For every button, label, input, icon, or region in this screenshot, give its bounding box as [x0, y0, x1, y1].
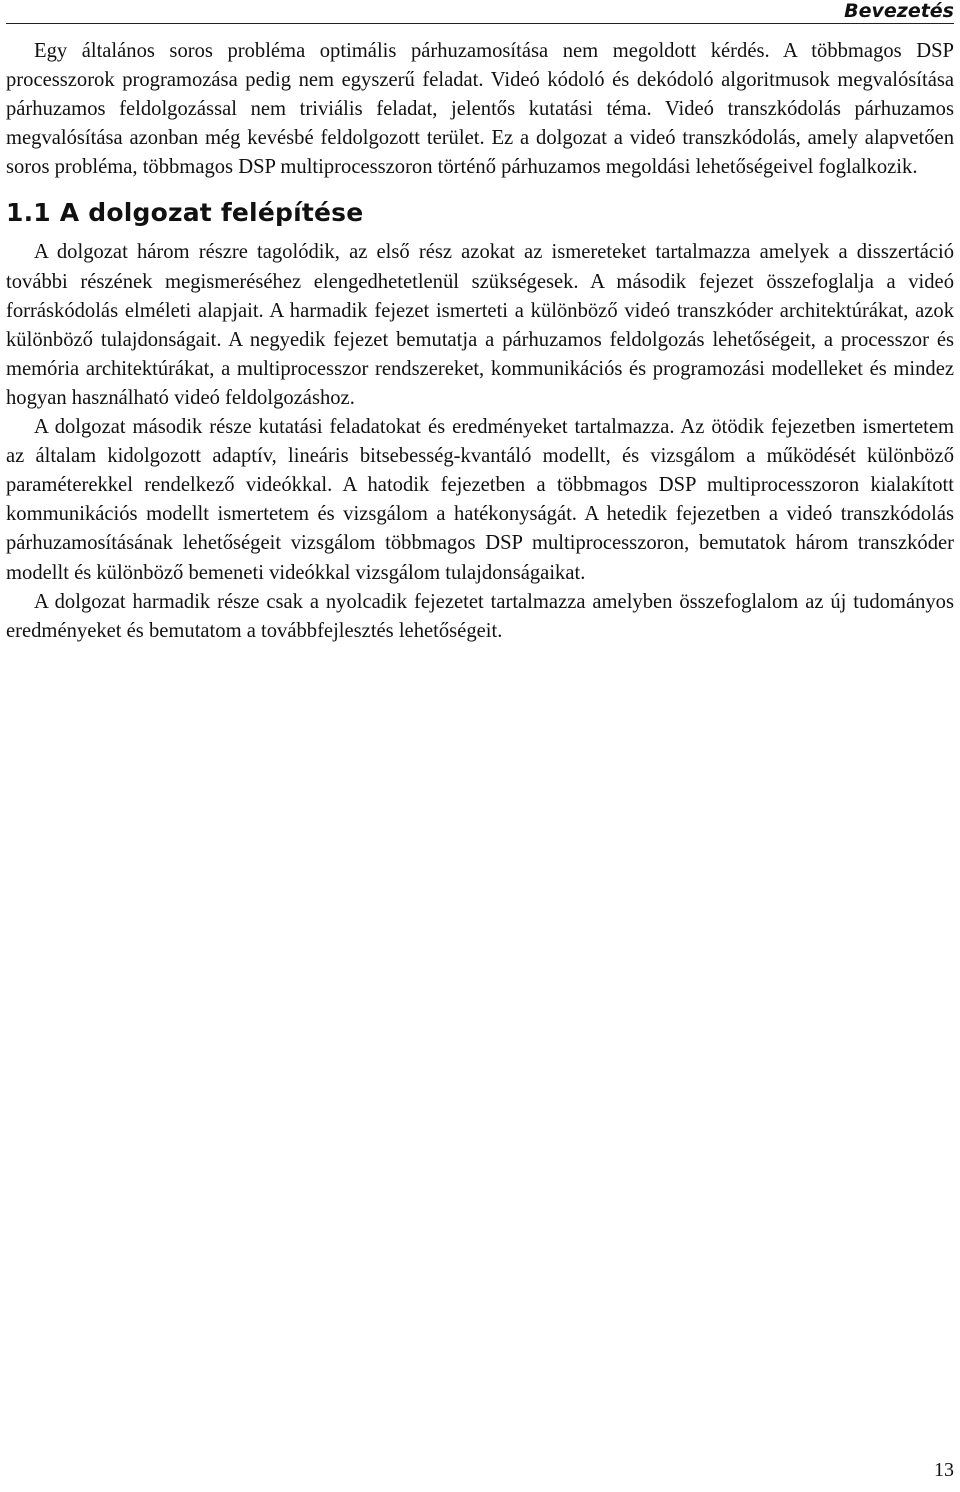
running-header	[6, 0, 954, 24]
page-content	[6, 37, 954, 646]
page-number: 13	[934, 1459, 954, 1481]
body-paragraph-research: A dolgozat második része kutatási feladatokat és eredményeket tartalmazza. Az ötödik fejezetben ismertetem az általam kidolgozott adaptív, lineáris bitsebesség-kvantáló modellt, és vizsgálom a működését különböző paraméterekkel rendelkező videókkal. A hatodik fejezetben a többmagos DSP multiprocesszoron kialakított kommunikációs modellt ismertetem és vizsgálom a hatékonyságát. A hetedik fejezetben a videó transzkódolás párhuzamosításának lehetőségeit vizsgálom többmagos DSP multiprocesszoron, bemutatok három transzkóder modellt és különböző bemeneti videókkal vizsgálom tulajdonságaikat.	[6, 416, 954, 584]
body-paragraph-summary: A dolgozat harmadik része csak a nyolcadik fejezetet tartalmazza amelyben összefoglalom az új tudományos eredményeket és bemutatom a továbbfejlesztés lehetőségeit.	[6, 590, 954, 642]
intro-paragraph: Egy általános soros probléma optimális párhuzamosítása nem megoldott kérdés. A többmagos DSP processzorok programozása pedig nem egyszerű feladat. Videó kódoló és dekódoló algoritmusok megvalósítása párhuzamos feldolgozással nem triviális feladat, jelentős kutatási téma. Videó transzkódolás párhuzamos megvalósítása azonban még kevésbé feldolgozott terület. Ez a dolgozat a videó transzkódolás, amely alapvetően soros probléma, többmagos DSP multiprocesszoron történő párhuzamos megoldási lehetőségeivel foglalkozik.	[6, 40, 954, 179]
section-heading: 1.1 A dolgozat felépítése	[6, 198, 364, 228]
body-paragraph-structure: A dolgozat három részre tagolódik, az első rész azokat az ismereteket tartalmazza amelyek a disszertáció további részének megismeréséhez elengedhetetlenül szükségesek. A második fejezet összefoglalja a videó forráskódolás elméleti alapjait. A harmadik fejezet ismerteti a különböző videó transzkóder architektúrákat, azok különböző tulajdonságait. A negyedik fejezet bemutatja a párhuzamos feldolgozás lehetőségeit, a processzor és memória architektúrákat, a multiprocesszor rendszereket, kommunikációs és programozási modelleket és mindez hogyan használható videó feldolgozáshoz.	[6, 241, 954, 409]
chapter-title: Bevezetés	[844, 0, 954, 22]
